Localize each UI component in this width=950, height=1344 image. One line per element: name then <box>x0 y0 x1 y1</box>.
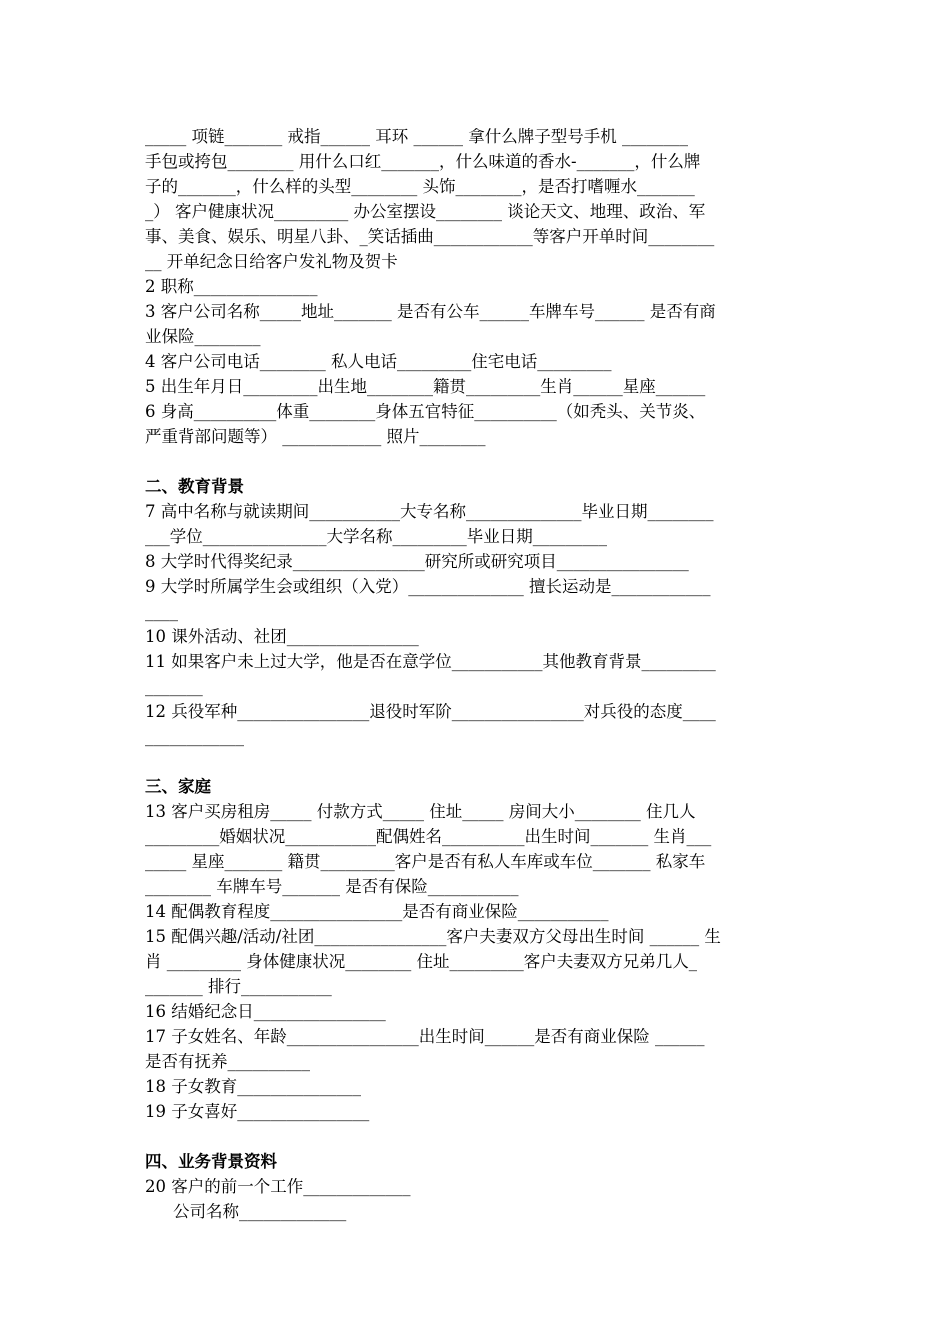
text-line: 事、美食、娱乐、明星八卦、_笑话插曲____________等客户开单时间________ <box>145 227 715 246</box>
text-line: 公司名称_____________ <box>173 1202 347 1221</box>
text-line: _______ <box>145 677 203 696</box>
section-heading: 二、教育背景 <box>145 477 244 496</box>
text-line: 16 结婚纪念日________________ <box>145 1002 386 1021</box>
text-line: 是否有抚养__________ <box>145 1052 310 1071</box>
text-line: 子的_______，什么样的头型________ 头饰________，是否打嗜喱水_______ <box>145 177 695 196</box>
section-spacer <box>145 749 810 774</box>
text-line: 10 课外活动、社团________________ <box>145 627 419 646</box>
text-line: _________婚姻状况___________配偶姓名__________出生时间_______ 生肖___ <box>145 827 712 846</box>
text-line: 手包或挎包________ 用什么口红_______，什么味道的香水-_______，什么牌 <box>145 152 701 171</box>
text-line: 8 大学时代得奖纪录________________研究所或研究项目________________ <box>145 552 689 571</box>
text-line: 9 大学时所属学生会或组织（入党）______________ 擅长运动是____________ <box>145 577 711 596</box>
text-line: 严重背部问题等） ____________ 照片________ <box>145 427 486 446</box>
text-line: 业保险________ <box>145 327 261 346</box>
section-heading: 四、业务背景资料 <box>145 1152 277 1171</box>
text-line: 4 客户公司电话________ 私人电话_________住宅电话_________ <box>145 352 612 371</box>
business-section <box>145 1149 810 1224</box>
text-line: ____________ <box>145 727 244 746</box>
intro-block <box>145 124 810 449</box>
text-line: 15 配偶兴趣/活动/社团________________客户夫妻双方父母出生时间 ______ 生 <box>145 927 721 946</box>
text-line: 6 身高__________体重________身体五官特征__________（如秃头、关节炎、 <box>145 402 706 421</box>
section-spacer <box>145 1124 810 1149</box>
text-line: 2 职称_______________ <box>145 277 318 296</box>
document-page <box>145 124 810 1224</box>
text-line: 肖 _________ 身体健康状况________ 住址_________客户夫妻双方兄弟几人_ <box>145 952 697 971</box>
text-line: 18 子女教育_______________ <box>145 1077 361 1096</box>
text-line: ________ 车牌车号_______ 是否有保险___________ <box>145 877 519 896</box>
section-heading: 三、家庭 <box>145 777 211 796</box>
text-line: ____ <box>145 602 178 621</box>
text-line: 12 兵役军种________________退役时军阶________________对兵役的态度____ <box>145 702 716 721</box>
text-line: 3 客户公司名称_____地址_______ 是否有公车______车牌车号______ 是否有商 <box>145 302 716 321</box>
text-line: 14 配偶教育程度________________是否有商业保险___________ <box>145 902 609 921</box>
text-line: 19 子女喜好________________ <box>145 1102 370 1121</box>
text-line: __ 开单纪念日给客户发礼物及贺卡 <box>145 252 398 271</box>
education-section <box>145 474 810 749</box>
text-line: 7 高中名称与就读期间___________大专名称______________毕业日期________ <box>145 502 714 521</box>
text-line: _____ 项链_______ 戒指______ 耳环 ______ 拿什么牌子型号手机 ________ <box>145 127 688 146</box>
text-line: 5 出生年月日_________出生地________籍贯_________生肖______星座______ <box>145 377 706 396</box>
family-section <box>145 774 810 1124</box>
text-line: 11 如果客户未上过大学，他是否在意学位___________其他教育背景_________ <box>145 652 716 671</box>
text-line: 20 客户的前一个工作_____________ <box>145 1177 411 1196</box>
section-spacer <box>145 449 810 474</box>
text-line: _______ 排行___________ <box>145 977 332 996</box>
text-line: _） 客户健康状况_________ 办公室摆设________ 谈论天文、地理、政治、军 <box>145 202 706 221</box>
text-line: 17 子女姓名、年龄________________出生时间______是否有商业保险 ______ <box>145 1027 705 1046</box>
text-line: 13 客户买房租房_____ 付款方式_____ 住址_____ 房间大小________ 住几人 <box>145 802 696 821</box>
text-line: ___学位_______________大学名称_________毕业日期_________ <box>145 527 607 546</box>
text-line: _____ 星座_______ 籍贯_________客户是否有私人车库或车位_______ 私家车 <box>145 852 706 871</box>
